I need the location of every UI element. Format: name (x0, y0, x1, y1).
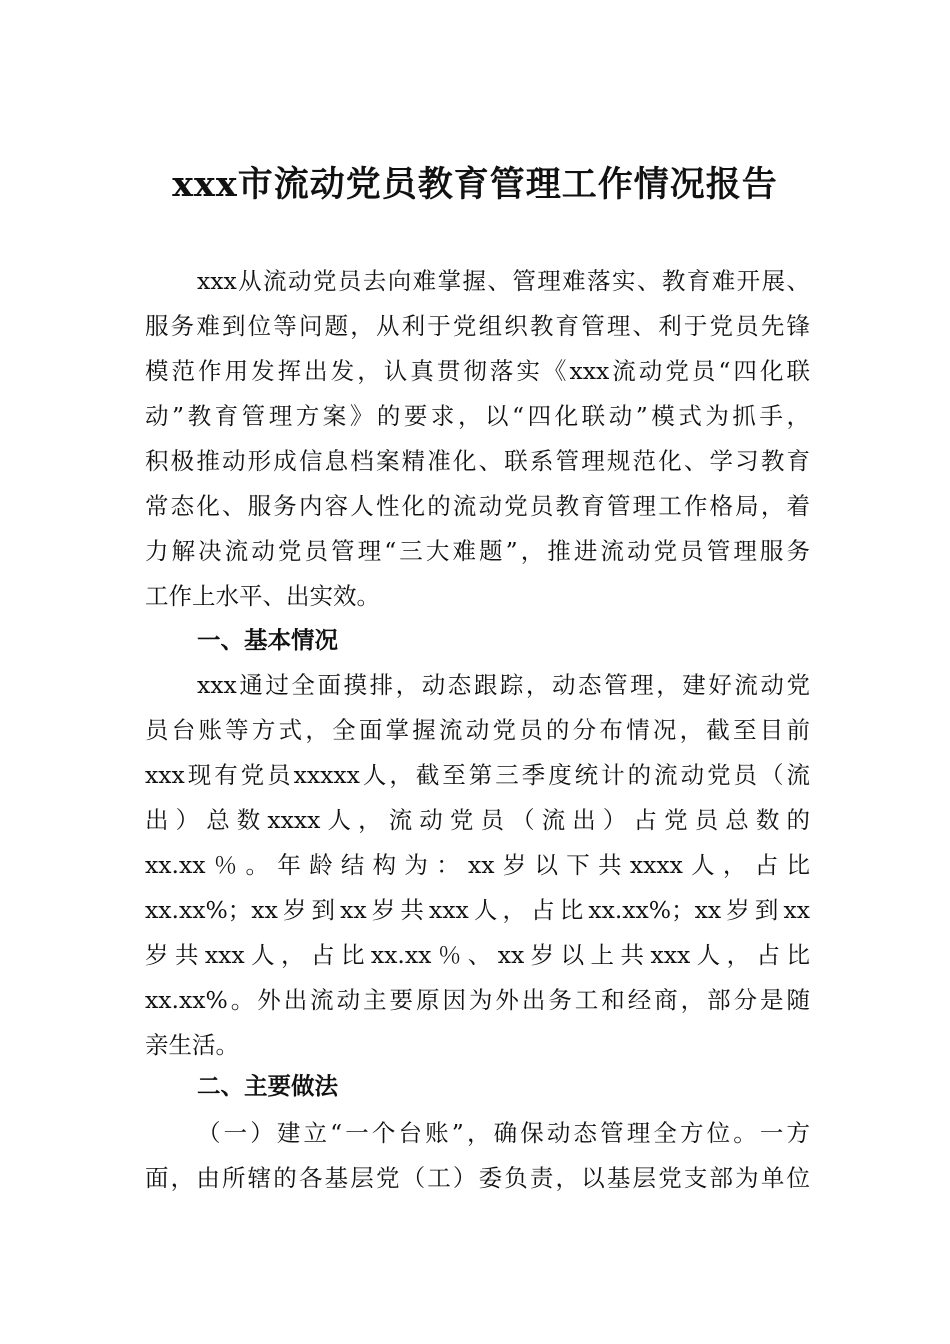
section1-line: xx.xx%。外出流动主要原因为外出务工和经商，部分是随 (145, 986, 810, 1014)
section2-line: （一）建立“一个台账”，确保动态管理全方位。一方 (197, 1119, 810, 1147)
section1-line: xxx通过全面摸排，动态跟踪，动态管理，建好流动党 (197, 671, 810, 699)
intro-line: 服务难到位等问题，从利于党组织教育管理、利于党员先锋 (145, 312, 810, 340)
section1-heading: 一、基本情况 (197, 626, 338, 654)
section1-line: xx.xx％。年龄结构为：xx岁以下共xxxx人，占比 (145, 851, 810, 879)
section1-line: xx.xx%；xx岁到xx岁共xxx人，占比xx.xx%；xx岁到xx (145, 896, 810, 924)
intro-line: 模范作用发挥出发，认真贯彻落实《xxx流动党员“四化联 (145, 357, 810, 385)
document-title: xxx市流动党员教育管理工作情况报告 (172, 164, 778, 205)
section1-line: 员台账等方式，全面掌握流动党员的分布情况，截至目前 (145, 716, 810, 744)
section1-line: xxx现有党员xxxxx人，截至第三季度统计的流动党员（流 (145, 761, 810, 789)
section1-line: 岁共xxx人，占比xx.xx％、xx岁以上共xxx人，占比 (145, 941, 810, 969)
section1-line: 亲生活。 (145, 1031, 239, 1059)
intro-line: 常态化、服务内容人性化的流动党员教育管理工作格局，着 (145, 492, 810, 520)
intro-line: xxx从流动党员去向难掌握、管理难落实、教育难开展、 (197, 267, 810, 295)
section2-line: 面，由所辖的各基层党（工）委负责，以基层党支部为单位 (145, 1164, 810, 1192)
intro-line: 力解决流动党员管理“三大难题”，推进流动党员管理服务 (145, 537, 810, 565)
intro-line: 工作上水平、出实效。 (145, 582, 380, 610)
section1-line: 出）总数xxxx人，流动党员（流出）占党员总数的 (145, 806, 810, 834)
intro-line: 动”教育管理方案》的要求，以“四化联动”模式为抓手， (145, 402, 810, 430)
intro-line: 积极推动形成信息档案精准化、联系管理规范化、学习教育 (145, 447, 810, 475)
section2-heading: 二、主要做法 (197, 1072, 338, 1100)
